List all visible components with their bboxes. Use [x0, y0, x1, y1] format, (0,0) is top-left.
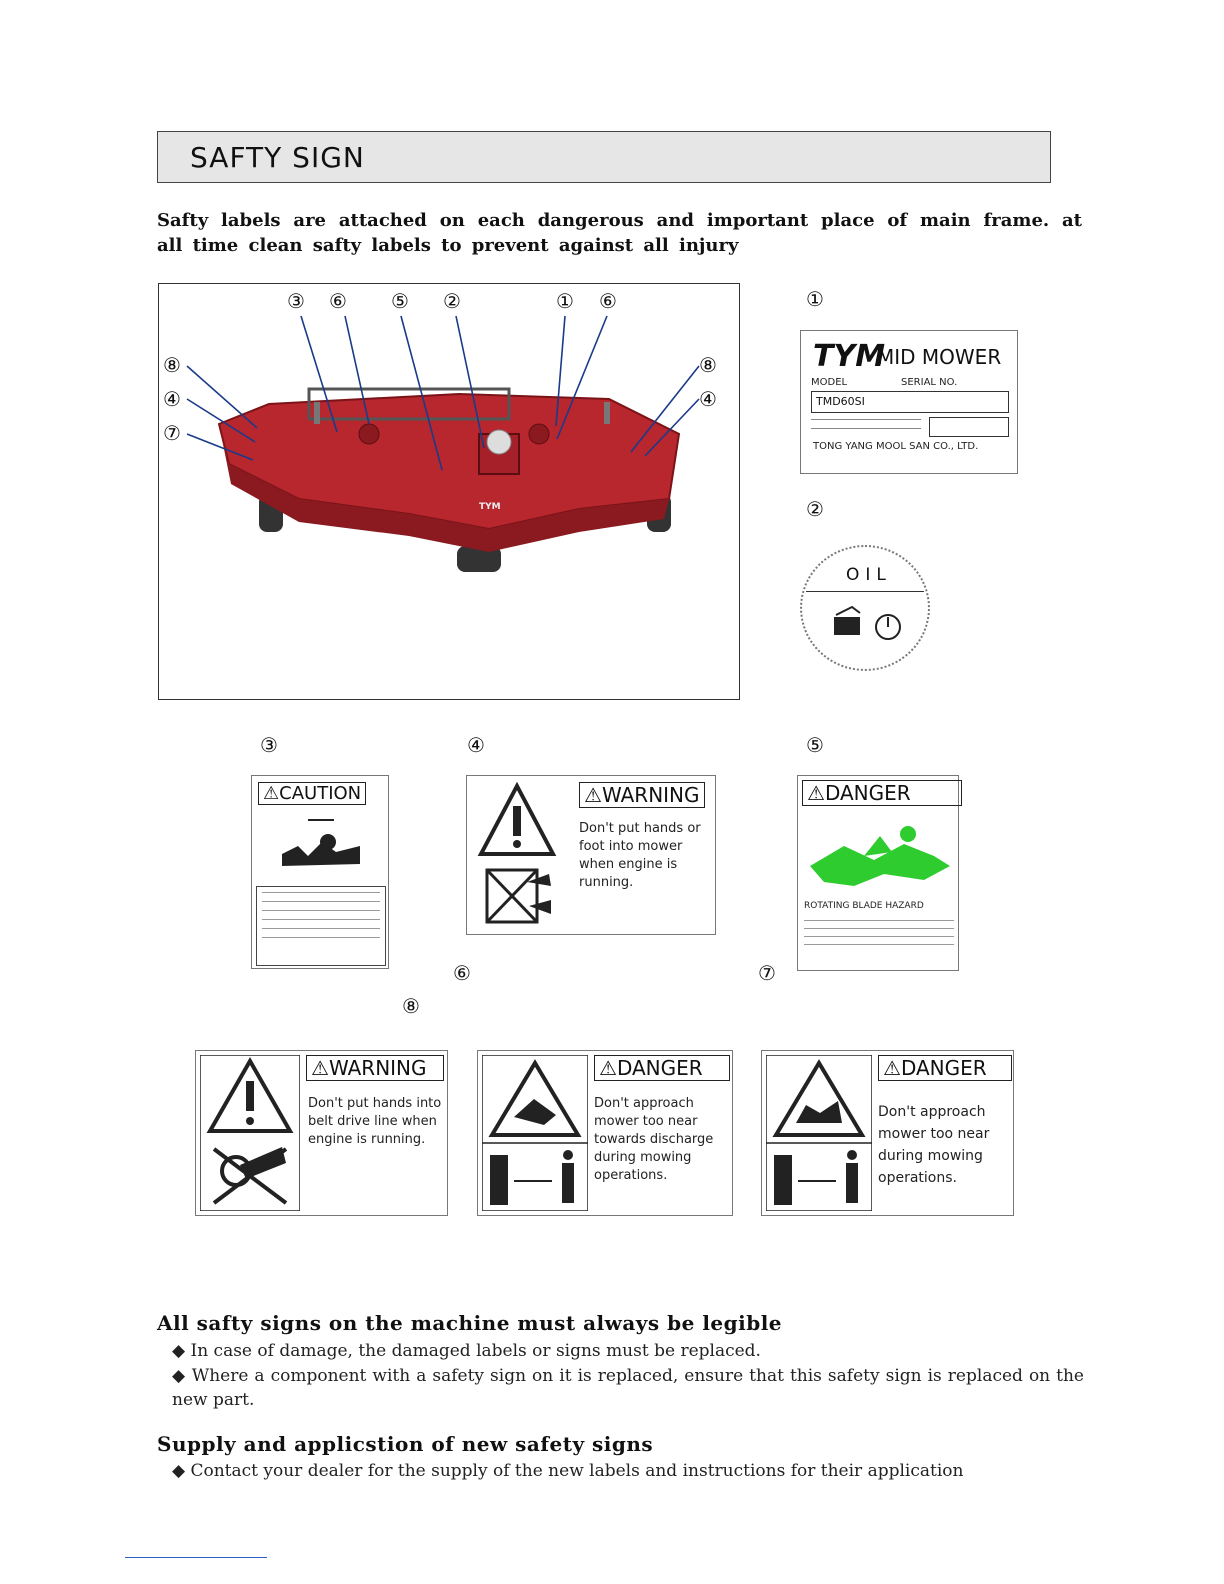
- callout-4-right: ④: [699, 387, 717, 411]
- sign-1-model-box: [811, 391, 1009, 413]
- callout-2: ②: [443, 289, 461, 313]
- sign-5-signal-text: DANGER: [824, 781, 911, 805]
- hazard-triangle-icon: [776, 1063, 862, 1135]
- diamond-bullet-icon: ◆: [172, 1341, 186, 1361]
- sign-5-signal: [802, 780, 962, 806]
- label-5: ⑤: [806, 733, 824, 757]
- callout-8-left: ⑧: [163, 353, 181, 377]
- oil-can-icon: [830, 605, 910, 645]
- mower-deck-illustration: [159, 284, 739, 699]
- label-7: ⑦: [758, 961, 776, 985]
- sign-6-pictograms: [482, 1055, 588, 1211]
- sign-7-text: Don't approach mower too near during mowing operations.: [878, 1104, 990, 1186]
- section-2-heading: Supply and applicstion of new safety signs: [157, 1432, 654, 1456]
- sign-7-signal-text: DANGER: [900, 1056, 987, 1080]
- sign-4-signal: [579, 782, 705, 808]
- sign-1-serial-label: SERIAL NO.: [901, 377, 958, 388]
- callout-6b: ⑥: [599, 289, 617, 313]
- mower-block-icon: [490, 1155, 508, 1205]
- sign-4-signal-text: WARNING: [601, 783, 700, 807]
- sign-1-brand: TYM: [813, 339, 886, 374]
- warning-triangle-icon: ⚠: [883, 1056, 901, 1080]
- section-1-bullet-1: [172, 1339, 1084, 1363]
- sign-5-fine-print: [804, 916, 954, 952]
- diamond-bullet-icon: ◆: [172, 1461, 186, 1481]
- sign-4-pictograms: [477, 782, 557, 932]
- sign-3-caution: [251, 775, 389, 969]
- warning-triangle-icon: ⚠: [599, 1056, 617, 1080]
- sign-6-text: Don't approach mower too near towards discharge during mowing operations.: [594, 1096, 714, 1183]
- sign-7-signal: [878, 1055, 1012, 1081]
- sign-3-text-block: [256, 886, 386, 966]
- deck-brand: TYM: [479, 502, 501, 512]
- label-8: ⑧: [402, 994, 420, 1018]
- mower-block-icon: [774, 1155, 792, 1205]
- rotating-blade-hazard-icon: [804, 816, 954, 896]
- sign-1-nameplate: [800, 330, 1018, 474]
- sign-8-pictograms: [200, 1055, 300, 1211]
- sign-5-danger: [797, 775, 959, 971]
- hitch-post: [604, 402, 610, 424]
- callout-6: ⑥: [329, 289, 347, 313]
- bullet-text: Contact your dealer for the supply of the new labels and instructions for their application: [190, 1461, 964, 1481]
- crush-hazard-icon: [278, 816, 364, 876]
- sign-2-text: OIL: [846, 565, 892, 585]
- sign-5-subtitle: ROTATING BLADE HAZARD: [804, 901, 924, 911]
- label-4: ④: [467, 733, 485, 757]
- label-6: ⑥: [453, 961, 471, 985]
- callout-1: ①: [556, 289, 574, 313]
- callout-5: ⑤: [391, 289, 409, 313]
- person-icon: [847, 1150, 857, 1160]
- sign-1-model-value: TMD60SI: [816, 395, 865, 408]
- sign-1-company: TONG YANG MOOL SAN CO., LTD.: [813, 441, 979, 452]
- callout-4-left: ④: [163, 387, 181, 411]
- sign-1-logo-box: [929, 417, 1009, 437]
- sign-7-danger: [761, 1050, 1014, 1216]
- thrown-object-triangle-icon: [492, 1063, 578, 1135]
- no-hands-belt-icon: [214, 1147, 286, 1203]
- warning-triangle-icon: ⚠: [807, 781, 825, 805]
- sign-4-text: Don't put hands or foot into mower when engine is running.: [579, 821, 701, 890]
- sign-6-danger: [477, 1050, 733, 1216]
- person-icon: [563, 1150, 573, 1160]
- callout-7-left: ⑦: [163, 421, 181, 445]
- bullet-text: In case of damage, the damaged labels or signs must be replaced.: [190, 1341, 761, 1361]
- sign-8-signal-text: WARNING: [328, 1056, 427, 1080]
- label-2: ②: [806, 497, 824, 521]
- sign-8-warning: [195, 1050, 448, 1216]
- warning-triangle-icon: ⚠: [584, 783, 602, 807]
- mower-photo-frame: [158, 283, 740, 700]
- sign-4-warning: [466, 775, 716, 935]
- warning-triangle-icon: ⚠: [311, 1056, 329, 1080]
- sign-3-signal: [258, 782, 366, 805]
- callout-8-right: ⑧: [699, 353, 717, 377]
- intro-paragraph: Safty labels are attached on each dangerous and important place of main frame. at all time clean safty labels to prevent against all injury: [157, 210, 1082, 256]
- section-1-heading: All safty signs on the machine must always be legible: [157, 1311, 783, 1335]
- label-1: ①: [806, 287, 824, 311]
- diamond-bullet-icon: ◆: [172, 1366, 186, 1386]
- spindle-cap: [529, 424, 549, 444]
- bullet-text: Where a component with a safety sign on it is replaced, ensure that this safety sign is replaced on the new part.: [172, 1366, 1084, 1410]
- section-header: [157, 131, 1051, 183]
- sign-1-fine-print: [811, 419, 921, 429]
- sign-6-signal-text: DANGER: [616, 1056, 703, 1080]
- sign-2-divider: [806, 591, 924, 592]
- page-title: SAFTY SIGN: [190, 141, 365, 174]
- sign-7-pictograms: [766, 1055, 872, 1211]
- footer-rule: [125, 1557, 267, 1558]
- oil-cap: [487, 430, 511, 454]
- sign-8-signal: [306, 1055, 444, 1081]
- sign-6-signal: [594, 1055, 730, 1081]
- sign-1-product: MID MOWER: [877, 345, 1002, 369]
- warning-triangle-icon: ⚠: [263, 783, 280, 804]
- section-2-bullet-1: [172, 1459, 1084, 1483]
- sign-3-signal-text: CAUTION: [279, 783, 362, 804]
- section-1-bullet-2: [172, 1364, 1084, 1412]
- sign-2-oil-decal: [800, 545, 930, 671]
- sign-1-model-label: MODEL: [811, 377, 848, 388]
- callout-3: ③: [287, 289, 305, 313]
- sign-8-text: Don't put hands into belt drive line when engine is running.: [308, 1096, 442, 1147]
- hitch-post: [314, 402, 320, 424]
- no-hands-feet-icon: [487, 870, 551, 922]
- spindle-cap: [359, 424, 379, 444]
- label-3: ③: [260, 733, 278, 757]
